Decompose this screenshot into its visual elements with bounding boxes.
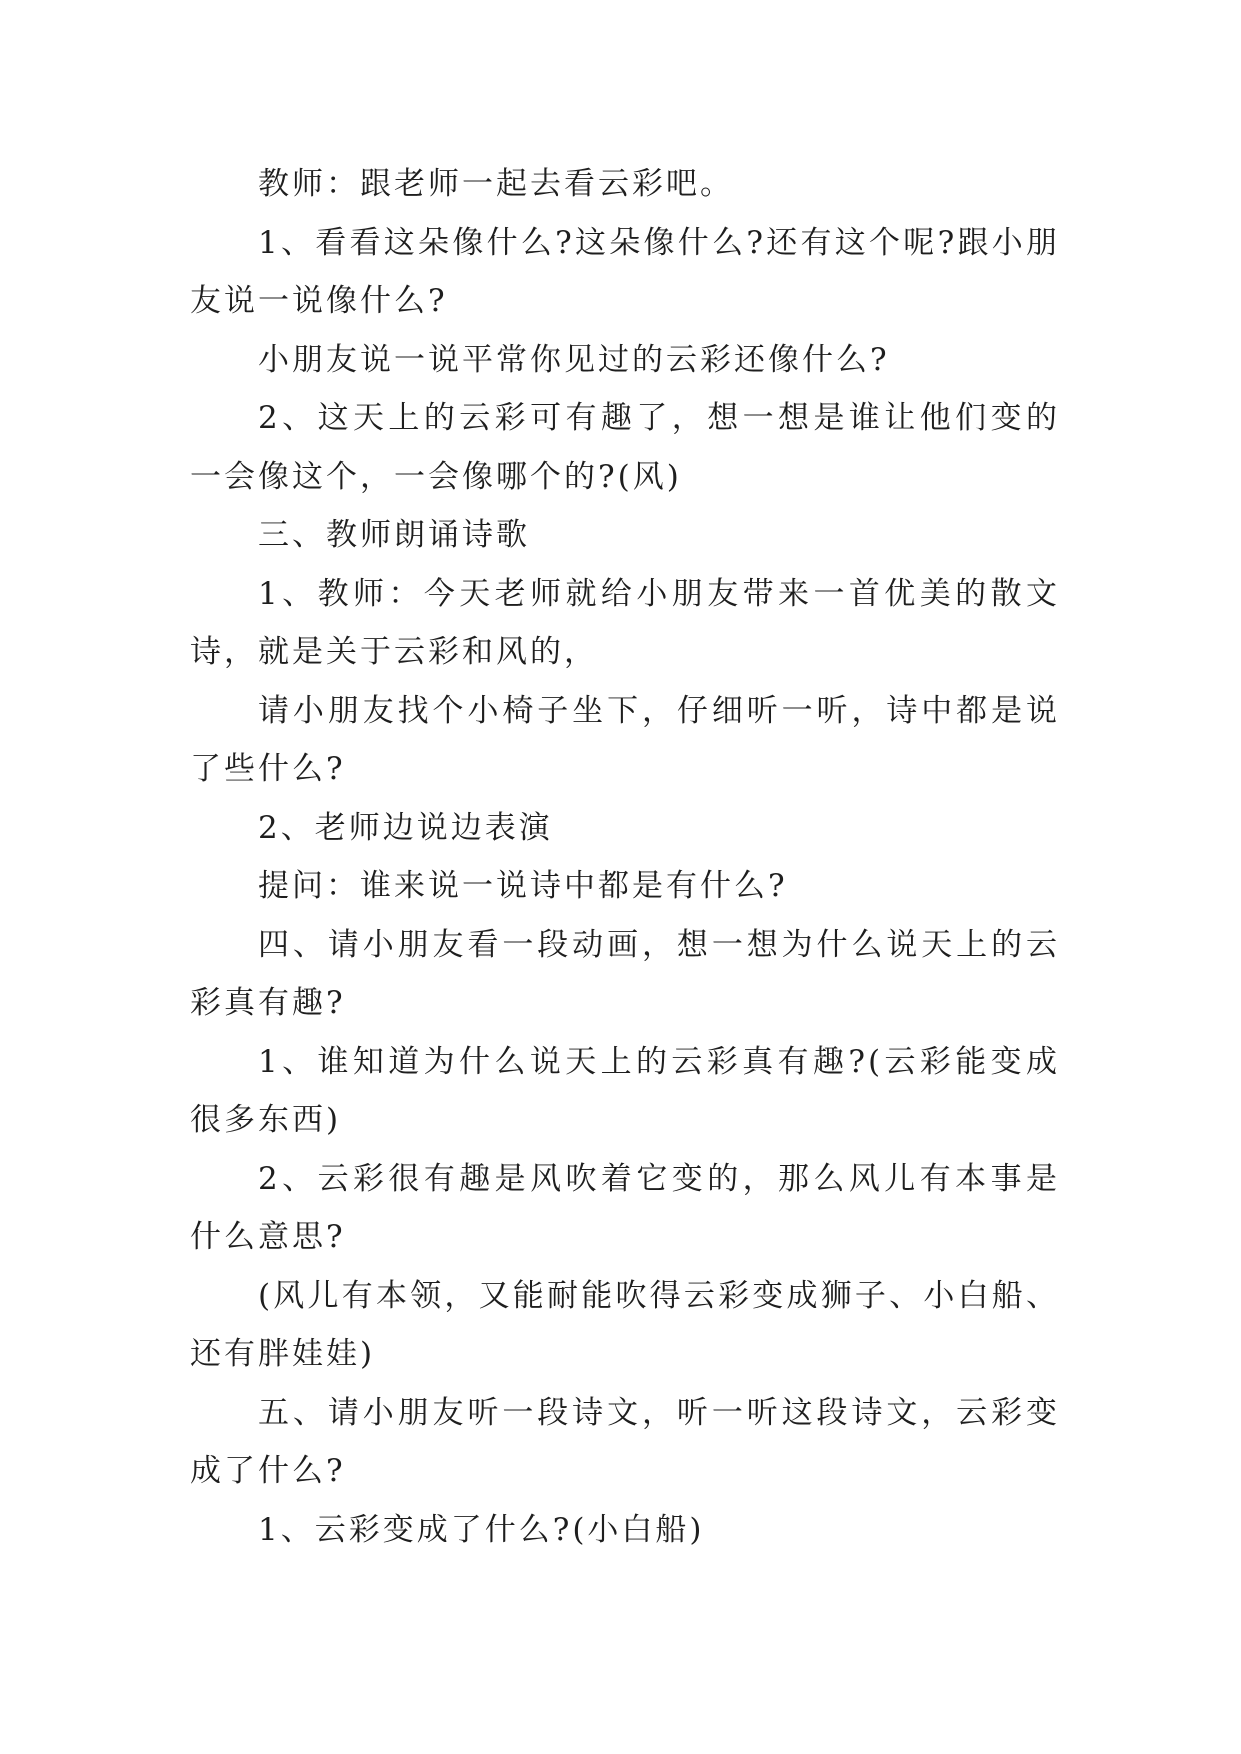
section-heading: 三、教师朗诵诗歌 — [258, 517, 530, 553]
paragraph: 2、老师边说边表演 — [258, 809, 553, 846]
paragraph: 1、谁知道为什么说天上的云彩真有趣?(云彩能变成很多东西) — [190, 1043, 1060, 1138]
paragraph: 1、教师：今天老师就给小朋友带来一首优美的散文诗，就是关于云彩和风的， — [190, 575, 1060, 670]
paragraph: (风儿有本领，又能耐能吹得云彩变成狮子、小白船、还有胖娃娃) — [190, 1277, 1060, 1372]
section-heading: 四、请小朋友看一段动画，想一想为什么说天上的云彩真有趣? — [190, 926, 1060, 1021]
document-body — [190, 155, 1060, 1559]
paragraph: 教师：跟老师一起去看云彩吧。 — [258, 166, 734, 202]
paragraph: 提问：谁来说一说诗中都是有什么? — [258, 868, 788, 904]
paragraph: 2、这天上的云彩可有趣了，想一想是谁让他们变的一会像这个，一会像哪个的?(风) — [190, 400, 1060, 495]
paragraph: 小朋友说一说平常你见过的云彩还像什么? — [258, 341, 890, 378]
section-heading: 五、请小朋友听一段诗文，听一听这段诗文，云彩变成了什么? — [190, 1394, 1060, 1489]
paragraph: 1、看看这朵像什么?这朵像什么?还有这个呢?跟小朋友说一说像什么? — [190, 224, 1060, 319]
paragraph: 2、云彩很有趣是风吹着它变的，那么风儿有本事是什么意思? — [190, 1160, 1060, 1255]
paragraph: 1、云彩变成了什么?(小白船) — [258, 1511, 705, 1548]
paragraph: 请小朋友找个小椅子坐下，仔细听一听，诗中都是说了些什么? — [190, 692, 1060, 787]
